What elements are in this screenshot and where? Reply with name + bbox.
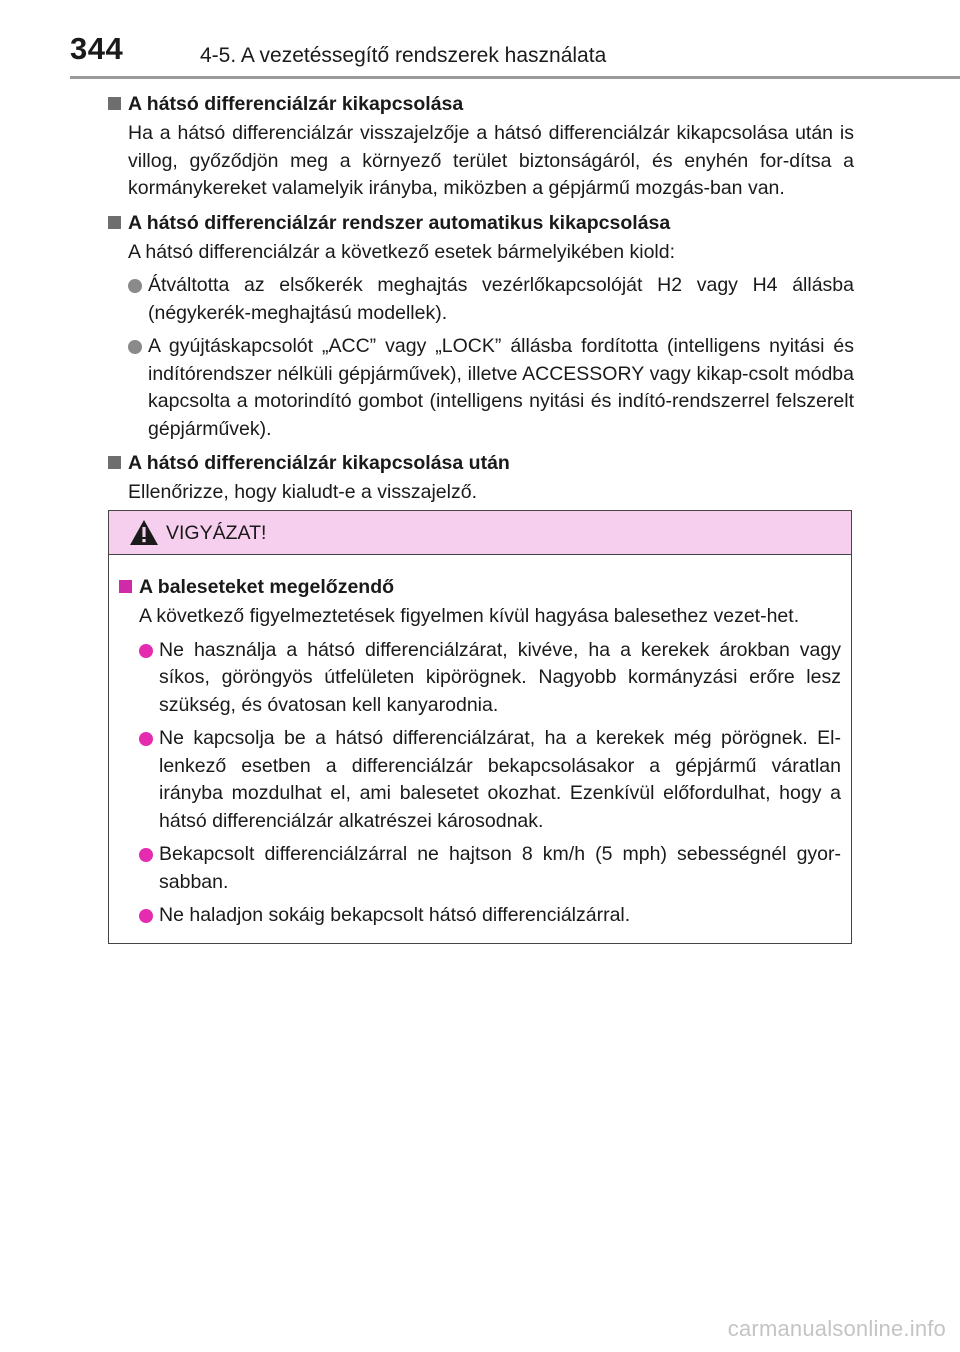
round-bullet-icon [128,340,142,354]
round-bullet-icon [128,279,142,293]
caution-body [109,555,851,930]
chapter-title: 4-5. A vezetéssegítő rendszerek használata [200,44,607,67]
main-content [108,90,854,513]
round-bullet-icon [139,848,153,862]
caution-heading-text: A baleseteket megelőzendő [139,576,395,598]
list-item [128,272,854,327]
section-heading [108,209,854,237]
section-heading [108,90,854,118]
list-item [128,333,854,443]
caution-list-item [139,841,841,896]
caution-list-item [139,637,841,720]
section-paragraph: Ha a hátsó differenciálzár visszajelzője a hátsó differenciálzár kikapcsolása után is villog, győződjön meg a környező terület biztonságáról, és enyhén for-dítsa a kormánykereket valamelyik irányba, miközben a gépjármű mozgás-ban van. [128,122,854,199]
square-bullet-icon [108,456,121,469]
section-heading [108,449,854,477]
list-item-text: Ne kapcsolja be a hátsó differenciálzárat, ha a kerekek még pörögnek. El-lenkező esetben a differenciálzár bekapcsolásakor a gépjármű váratlan irányba mozdulhat el, ami balesetet okozhat. Ezenkívül előfordulhat, hogy a hátsó differenciálzár alkatrészei károsodnak. [159,727,841,832]
list-item-text: Ne használja a hátsó differenciálzárat, kivéve, ha a kerekek árokban vagy síkos, göröngyös útfelületen kipörögnek. Nagyobb kormányzási erőre lesz szükség, és óvatosan kell kanyarodnia. [159,638,841,716]
caution-heading [119,573,841,601]
list-item-text: A gyújtáskapcsolót „ACC” vagy „LOCK” állásba fordította (intelligens nyitási és indítórendszer nélküli gépjárművek), illetve ACCESSORY vagy kikap-csolt módba kapcsolta a motorindító gombot (intelligens nyitási és indító-rendszerrel felszerelt gépjárművek). [148,335,854,440]
square-bullet-icon [119,580,132,593]
caution-paragraph: A következő figyelmeztetések figyelmen kívül hagyása balesethez vezet-het. [139,605,800,627]
warning-triangle-icon [129,519,159,546]
caution-list-item [139,725,841,835]
page-number: 344 [70,31,124,66]
caution-box [108,510,852,944]
list-item-text: Ne haladjon sokáig bekapcsolt hátsó differenciálzárral. [159,904,631,926]
watermark: carmanualsonline.info [727,1316,946,1341]
round-bullet-icon [139,732,153,746]
section-rear-diff-off [108,90,854,203]
list-item-text: Bekapcsolt differenciálzárral ne hajtson 8 km/h (5 mph) sebességnél gyor-sabban. [159,843,841,893]
round-bullet-icon [139,909,153,923]
caution-list-item [139,902,841,930]
section-heading-text: A hátsó differenciálzár kikapcsolása után [128,452,510,474]
section-paragraph: A hátsó differenciálzár a következő esetek bármelyikében kiold: [128,240,676,263]
list-item-text: Átváltotta az elsőkerék meghajtás vezérlőkapcsolóját H2 vagy H4 állásba (négykerék-meghajtású modellek). [148,274,854,324]
header-rule [70,76,960,79]
section-heading-text: A hátsó differenciálzár kikapcsolása [128,93,464,115]
section-auto-off [108,209,854,444]
round-bullet-icon [139,644,153,658]
caution-title: VIGYÁZAT! [166,522,267,544]
section-heading-text: A hátsó differenciálzár rendszer automatikus kikapcsolása [128,211,671,234]
section-paragraph: Ellenőrizze, hogy kialudt-e a visszajelző. [128,481,478,503]
section-after-off [108,449,854,507]
square-bullet-icon [108,216,121,229]
square-bullet-icon [108,97,121,110]
caution-header [109,511,851,555]
